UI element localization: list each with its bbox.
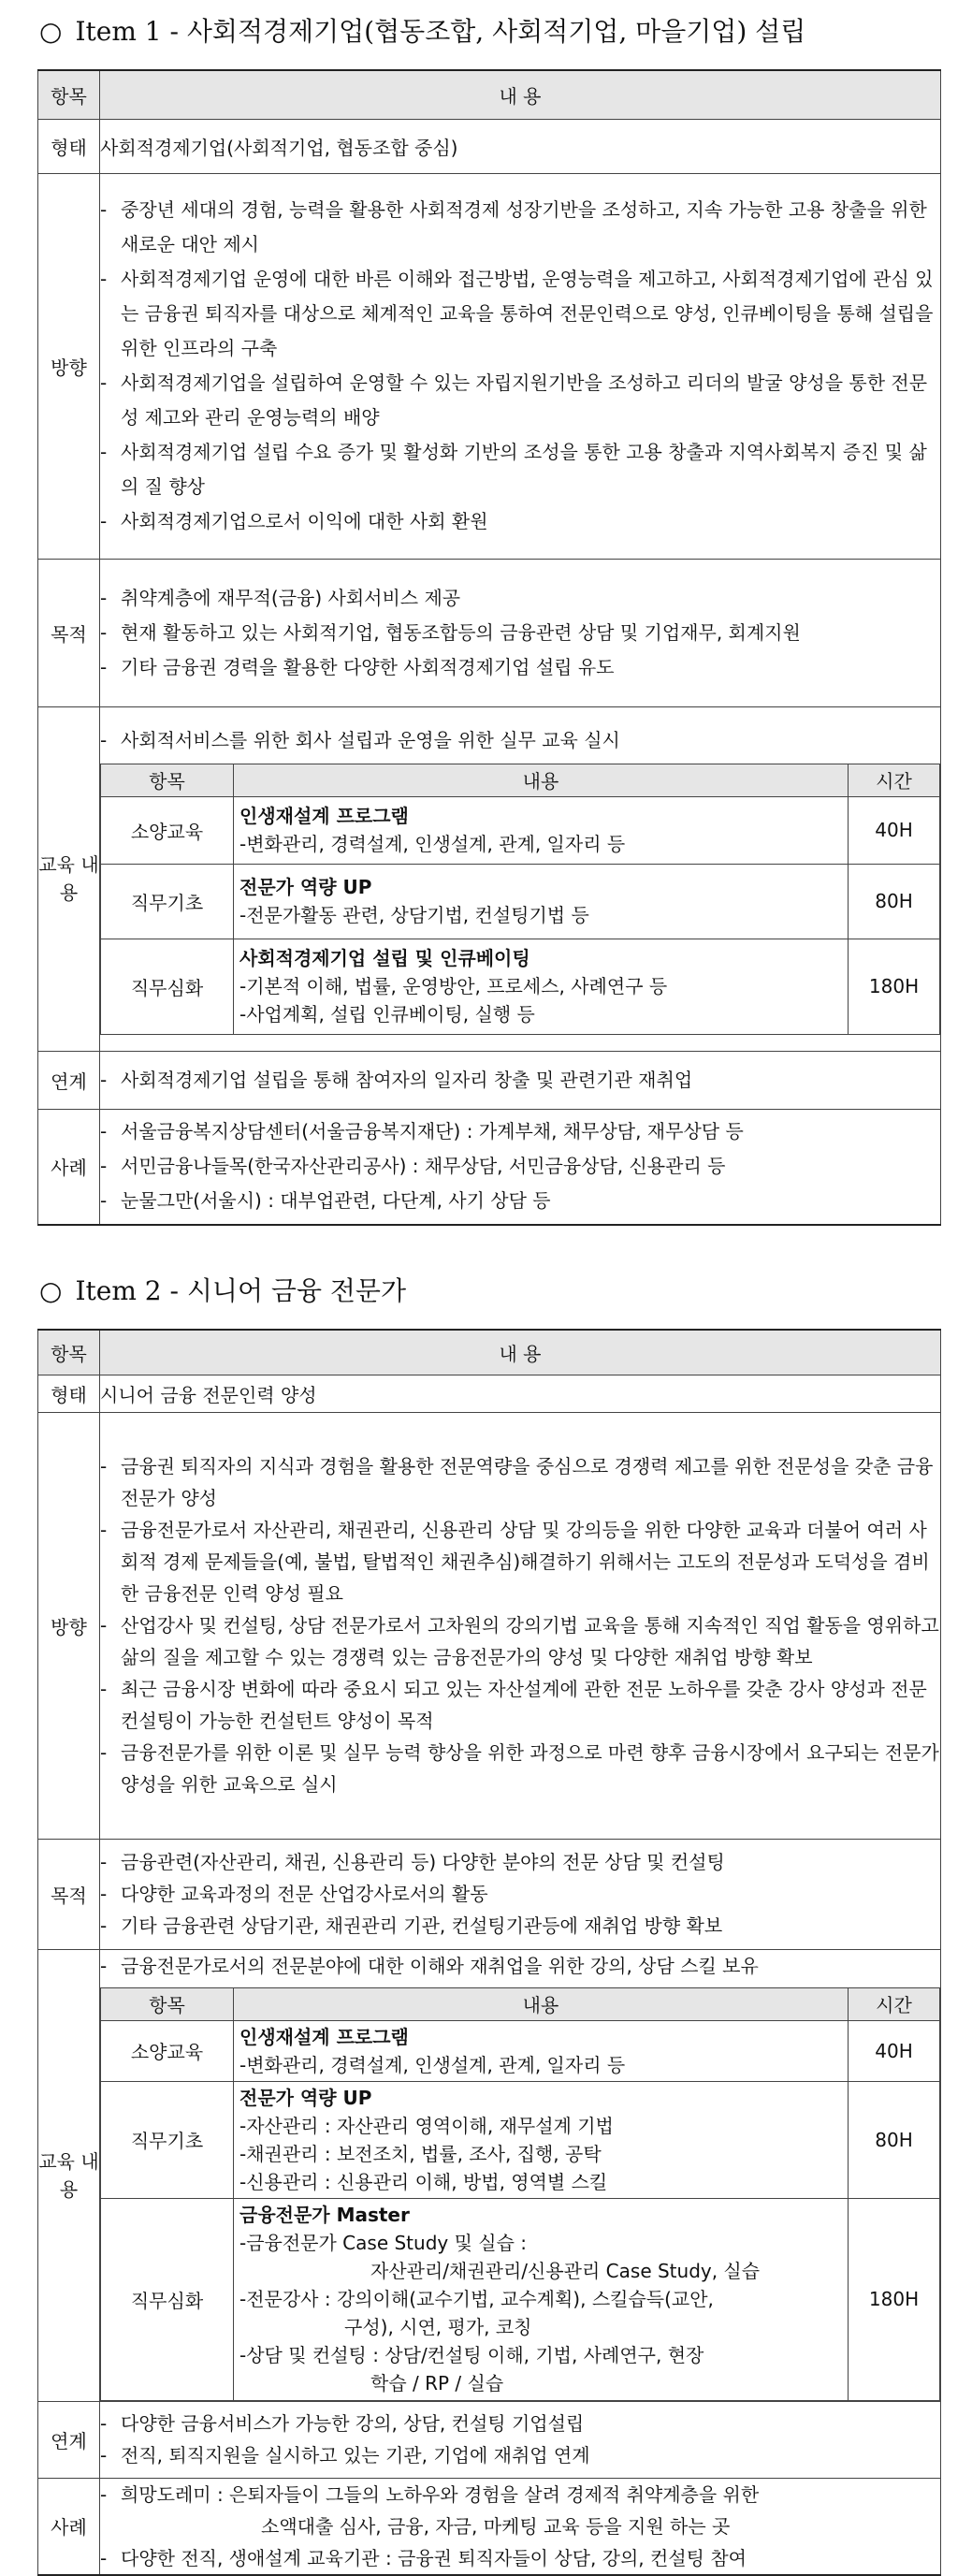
item2-header-content: 내 용 — [100, 1330, 941, 1375]
item2-form-text: 시니어 금융 전문인력 양성 — [100, 1375, 941, 1412]
item1-purpose-content — [100, 559, 941, 706]
list-item: - 금융관련(자산관리, 채권, 신용관리 등) 다양한 분야의 전문 상담 및 컨설팅 — [100, 1846, 940, 1878]
course-line: -변화관리, 경력설계, 인생설계, 관계, 일자리 등 — [239, 833, 626, 855]
course-time: 40H — [849, 796, 940, 864]
list-item: - 현재 활동하고 있는 사회적기업, 협동조합등의 금융관련 상담 및 기업재무, 회계지원 — [100, 616, 940, 650]
course-line: -전문가활동 관련, 상담기법, 컨설팅기법 등 — [239, 904, 589, 926]
list-item: - 금융전문가로서 자산관리, 채권관리, 신용관리 상담 및 강의등을 위한 다양한 교육과 더불어 여러 사회적 경제 문제들을(예, 불법, 탈법적인 채권추심)해결하기 위해서는 고도의 전문성과 도덕성을 겸비한 금융전문 인력 양성 필요 — [100, 1514, 940, 1609]
course-time: 80H — [849, 864, 940, 939]
item1-link-content — [100, 1051, 941, 1109]
item1-education-label — [38, 706, 100, 1051]
item1-header-content: 내 용 — [100, 70, 941, 119]
list-item: - 기타 금융관련 상담기관, 채권관리 기관, 컨설팅기관등에 재취업 방향 확보 — [100, 1910, 940, 1942]
table-row — [101, 2198, 940, 2400]
list-item: - 서울금융복지상담센터(서울금융복지재단) : 가계부채, 채무상담, 재무상담 등 — [100, 1114, 940, 1149]
table-row — [101, 2081, 940, 2198]
item2-education-label-text: 교육 내용 — [38, 2149, 99, 2201]
course-line: -사업계획, 설립 인큐베이팅, 실행 등 — [239, 1003, 535, 1026]
bullet-circle-icon: ○ — [39, 16, 63, 47]
item1-header-category: 항목 — [38, 70, 100, 119]
course-content — [234, 796, 849, 864]
item2-form-label: 형태 — [38, 1375, 100, 1412]
list-item: - 기타 금융권 경력을 활용한 다양한 사회적경제기업 설립 유도 — [100, 650, 940, 685]
bullet-circle-icon: ○ — [39, 1275, 63, 1306]
course-time: 180H — [849, 939, 940, 1034]
course-category: 소양교육 — [101, 2020, 234, 2081]
course-col-category: 항목 — [101, 1987, 234, 2020]
course-col-content: 내용 — [234, 1987, 849, 2020]
list-item: - 다양한 금융서비스가 가능한 강의, 상담, 컨설팅 기업설립 — [100, 2408, 940, 2439]
course-content — [234, 2081, 849, 2198]
course-title: 인생재설계 프로그램 — [239, 805, 409, 827]
item2-course-table — [100, 1987, 940, 2401]
course-content — [234, 864, 849, 939]
list-item: - 다양한 교육과정의 전문 산업강사로서의 활동 — [100, 1878, 940, 1910]
course-line: -기본적 이해, 법률, 운영방안, 프로세스, 사례연구 등 — [239, 975, 668, 997]
course-title: 사회적경제기업 설립 및 인큐베이팅 — [239, 947, 530, 969]
item2-cases-label: 사례 — [38, 2478, 100, 2575]
item2-heading — [39, 1273, 406, 1310]
list-item: - 사회적경제기업 설립을 통해 참여자의 일자리 창출 및 관련기관 재취업 — [100, 1063, 940, 1098]
course-content — [234, 2198, 849, 2400]
course-line: -자산관리 : 자산관리 영역이해, 재무설계 기법 — [239, 2114, 614, 2137]
course-col-category: 항목 — [101, 764, 234, 796]
list-item: - 눈물그만(서울시) : 대부업관련, 다단계, 사기 상담 등 — [100, 1184, 940, 1218]
item2-link-content — [100, 2401, 941, 2478]
course-category: 직무기초 — [101, 2081, 234, 2198]
item2-header-category: 항목 — [38, 1330, 100, 1375]
education-lead: - 금융전문가로서의 전문분야에 대한 이해와 재취업을 위한 강의, 상담 스킬 보유 — [100, 1950, 940, 1982]
table-row — [101, 2020, 940, 2081]
course-line: -변화관리, 경력설계, 인생설계, 관계, 일자리 등 — [239, 2053, 626, 2076]
item2-direction-label: 방향 — [38, 1412, 100, 1839]
course-line: -채권관리 : 보전조치, 법률, 조사, 집행, 공탁 — [239, 2142, 602, 2165]
course-col-time: 시간 — [849, 764, 940, 796]
item2-link-label: 연계 — [38, 2401, 100, 2478]
item1-course-table — [100, 764, 940, 1035]
course-line: -금융전문가 Case Study 및 실습 : — [239, 2232, 527, 2254]
item1-purpose-label: 목적 — [38, 559, 100, 706]
education-lead: - 사회적서비스를 위한 회사 설립과 운영을 위한 실무 교육 실시 — [100, 723, 940, 758]
course-time: 180H — [849, 2198, 940, 2400]
list-item — [100, 2479, 940, 2542]
course-line: 학습 / RP / 실습 — [370, 2372, 504, 2394]
course-content — [234, 939, 849, 1034]
item1-link-label: 연계 — [38, 1051, 100, 1109]
list-item: - 금융전문가를 위한 이론 및 실무 능력 향상을 위한 과정으로 마련 향후 금융시장에서 요구되는 전문가 양성을 위한 교육으로 실시 — [100, 1737, 940, 1800]
list-item: - 취약계층에 재무적(금융) 사회서비스 제공 — [100, 581, 940, 616]
list-item: - 금융권 퇴직자의 지식과 경험을 활용한 전문역량을 중심으로 경쟁력 제고를 위한 전문성을 갖춘 금융전문가 양성 — [100, 1450, 940, 1514]
item1-heading — [39, 13, 805, 51]
list-item: - 사회적경제기업 운영에 대한 바른 이해와 접근방법, 운영능력을 제고하고, 사회적경제기업에 관심 있는 금융권 퇴직자를 대상으로 체계적인 교육을 통하여 전문인력으로 양성, 인큐베이팅을 통해 설립을 위한 인프라의 구축 — [100, 262, 940, 366]
course-content — [234, 2020, 849, 2081]
course-col-time: 시간 — [849, 1987, 940, 2020]
item1-form-text: 사회적경제기업(사회적기업, 협동조합 중심) — [100, 119, 941, 173]
course-title: 인생재설계 프로그램 — [239, 2025, 409, 2048]
item2-purpose-content — [100, 1839, 941, 1949]
course-category: 직무심화 — [101, 2198, 234, 2400]
table-row — [101, 864, 940, 939]
item1-education-content — [100, 706, 941, 1051]
list-item: - 산업강사 및 컨설팅, 상담 전문가로서 고차원의 강의기법 교육을 통해 지속적인 직업 활동을 영위하고 삶의 질을 제고할 수 있는 경쟁력 있는 금융전문가의 양성 및 다양한 재취업 방향 확보 — [100, 1609, 940, 1673]
course-line: -신용관리 : 신용관리 이해, 방법, 영역별 스킬 — [239, 2170, 608, 2193]
item1-education-label-text: 교육 내용 — [38, 853, 99, 904]
item1-table — [37, 69, 941, 1226]
list-item: - 중장년 세대의 경험, 능력을 활용한 사회적경제 성장기반을 조성하고, 지속 가능한 고용 창출을 위한 새로운 대안 제시 — [100, 193, 940, 262]
list-item: - 사회적경제기업 설립 수요 증가 및 활성화 기반의 조성을 통한 고용 창출과 지역사회복지 증진 및 삶의 질 향상 — [100, 435, 940, 504]
course-title: 전문가 역량 UP — [239, 876, 372, 898]
item1-cases-label: 사례 — [38, 1109, 100, 1225]
course-line: -상담 및 컨설팅 : 상담/컨설팅 이해, 기법, 사례연구, 현장 — [239, 2344, 704, 2366]
course-title: 금융전문가 Master — [239, 2204, 410, 2226]
case-text: 희망도레미 : 은퇴자들이 그들의 노하우와 경험을 살려 경제적 취약계층을 위한 — [121, 2482, 760, 2506]
item1-cases-content — [100, 1109, 941, 1225]
list-item: - 전직, 퇴직지원을 실시하고 있는 기관, 기업에 재취업 연계 — [100, 2439, 940, 2471]
list-item: - 사회적경제기업을 설립하여 운영할 수 있는 자립지원기반을 조성하고 리더의 발굴 양성을 통한 전문성 제고와 관리 운영능력의 배양 — [100, 366, 940, 435]
course-time: 40H — [849, 2020, 940, 2081]
item1-direction-content — [100, 173, 941, 559]
item2-education-label — [38, 1949, 100, 2401]
case-continuation: 소액대출 심사, 금융, 자금, 마케팅 교육 등을 지원 하는 곳 — [261, 2514, 731, 2538]
item2-title: Item 2 - 시니어 금융 전문가 — [75, 1275, 407, 1306]
item1-direction-label: 방향 — [38, 173, 100, 559]
course-line: 구성), 시연, 평가, 코칭 — [344, 2316, 532, 2338]
course-line: 자산관리/채권관리/신용관리 Case Study, 실습 — [370, 2260, 761, 2282]
course-category: 소양교육 — [101, 796, 234, 864]
course-col-content: 내용 — [234, 764, 849, 796]
list-item: - 서민금융나들목(한국자산관리공사) : 채무상담, 서민금융상담, 신용관리 등 — [100, 1149, 940, 1184]
item2-purpose-label: 목적 — [38, 1839, 100, 1949]
course-time: 80H — [849, 2081, 940, 2198]
item2-table — [37, 1329, 941, 2576]
item2-direction-content — [100, 1412, 941, 1839]
list-item: - 사회적경제기업으로서 이익에 대한 사회 환원 — [100, 504, 940, 539]
table-row — [101, 796, 940, 864]
item2-education-content — [100, 1949, 941, 2401]
item1-form-label: 형태 — [38, 119, 100, 173]
table-row — [101, 939, 940, 1034]
course-line: -전문강사 : 강의이해(교수기법, 교수계획), 스킬습득(교안, — [239, 2288, 714, 2310]
course-title: 전문가 역량 UP — [239, 2086, 372, 2109]
item1-title: Item 1 - 사회적경제기업(협동조합, 사회적기업, 마을기업) 설립 — [75, 16, 806, 47]
course-category: 직무심화 — [101, 939, 234, 1034]
list-item: - 최근 금융시장 변화에 따라 중요시 되고 있는 자산설계에 관한 전문 노하우를 갖춘 강사 양성과 전문 컨설팅이 가능한 컨설턴트 양성이 목적 — [100, 1673, 940, 1737]
list-item: - 다양한 전직, 생애설계 교육기관 : 금융권 퇴직자들이 상담, 강의, 컨설팅 참여 — [100, 2542, 940, 2574]
course-category: 직무기초 — [101, 864, 234, 939]
